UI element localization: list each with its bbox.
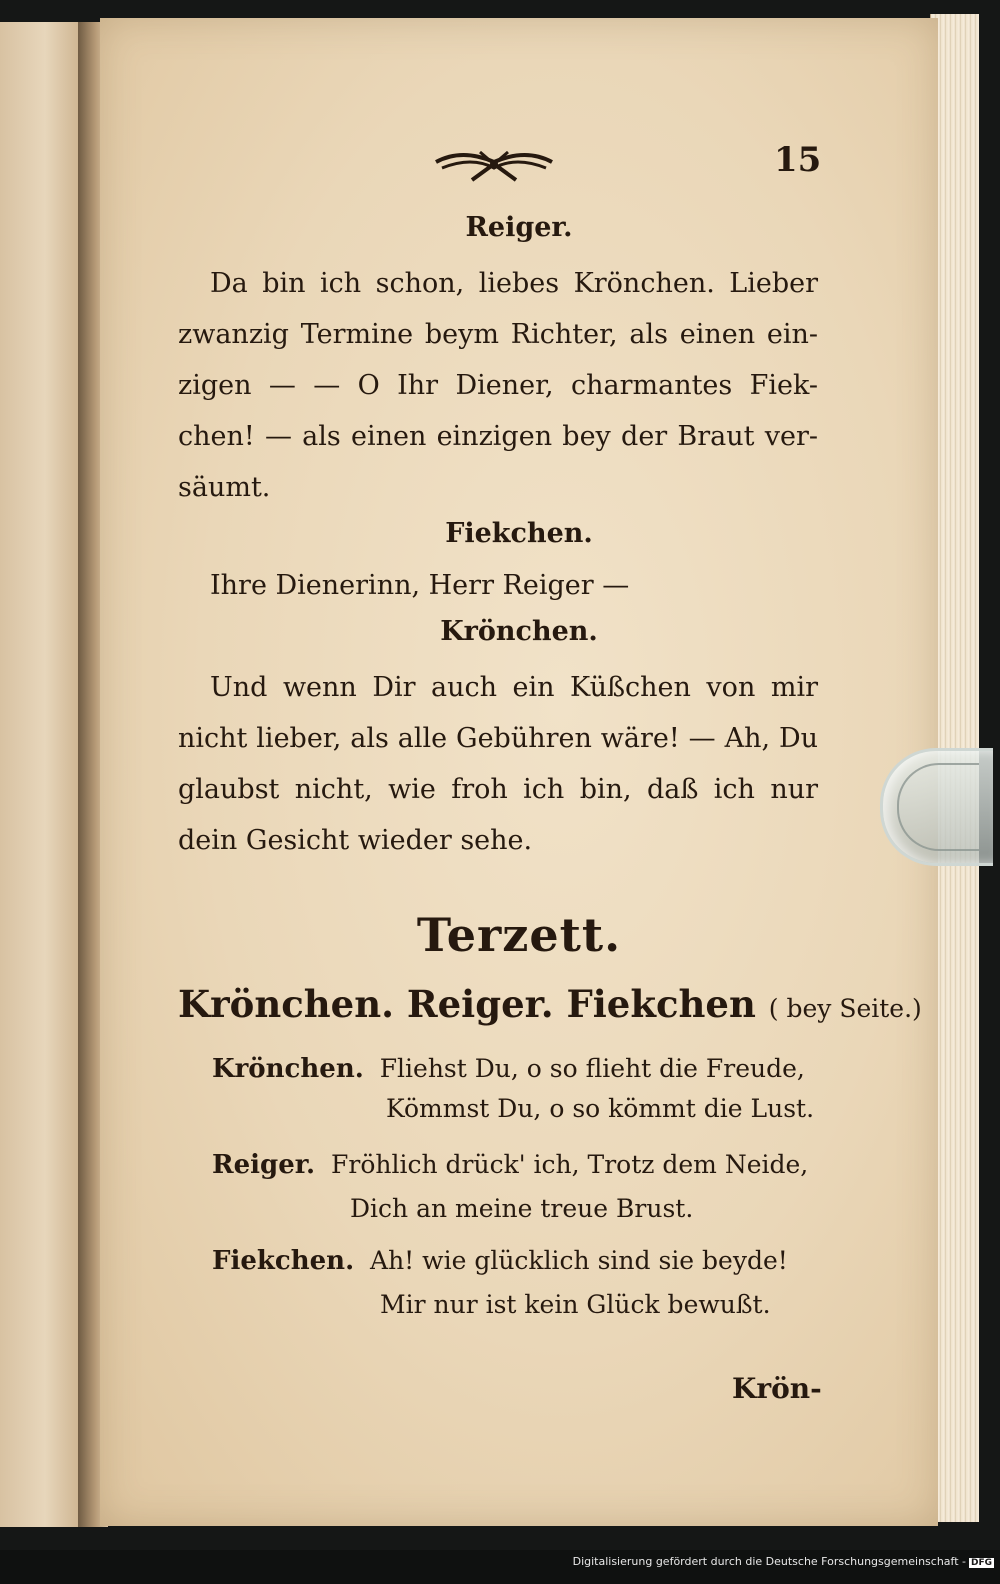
- footer-credit: [573, 1555, 994, 1568]
- cast-names: Krönchen. Reiger. Fiekchen: [178, 982, 756, 1026]
- section-heading: Terzett.: [416, 908, 622, 962]
- page-number: 15: [774, 140, 822, 180]
- speaker-kroenchen: Krönchen.: [440, 616, 598, 647]
- page-clip: [880, 748, 993, 866]
- verse-text: Ah! wie glücklich sind sie beyde!: [370, 1246, 788, 1275]
- verse-speaker: Krönchen.: [212, 1054, 364, 1084]
- verse-line: [212, 1054, 805, 1084]
- cast-list: [178, 982, 922, 1026]
- paragraph-reiger: Da bin ich schon, liebes Krönchen. Lieber zwanzig Termine beym Richter, als einen ein-zigen — — O Ihr Diener, charmantes Fiek-chen! — als einen einzigen bey der Braut ver-säumt.: [178, 268, 818, 503]
- cast-aside: ( bey Seite.): [768, 994, 922, 1023]
- speaker-fiekchen: Fiekchen.: [445, 518, 593, 549]
- verse-text: Fliehst Du, o so flieht die Freude,: [379, 1054, 805, 1083]
- verse-line: Kömmst Du, o so kömmt die Lust.: [386, 1094, 815, 1123]
- verse-line: [212, 1246, 788, 1276]
- speaker-reiger: Reiger.: [465, 212, 573, 243]
- verse-text: Fröhlich drück' ich, Trotz dem Neide,: [331, 1150, 809, 1179]
- left-page-edge: [0, 22, 84, 1527]
- catchword: Krön-: [732, 1372, 822, 1405]
- paragraph-kroenchen: Und wenn Dir auch ein Küßchen von mir nicht lieber, als alle Gebühren wäre! — Ah, Du glaubst nicht, wie froh ich bin, daß ich nur dein Gesicht wieder sehe.: [178, 672, 818, 856]
- verse-line: [212, 1150, 808, 1180]
- ornament-icon: [432, 142, 556, 188]
- verse-speaker: Fiekchen.: [212, 1246, 355, 1276]
- verse-speaker: Reiger.: [212, 1150, 316, 1180]
- footer-text: Digitalisierung gefördert durch die Deutsche Forschungsgemeinschaft -: [572, 1555, 966, 1568]
- dfg-logo-icon: DFG: [970, 1558, 992, 1568]
- paragraph-fiekchen: Ihre Dienerinn, Herr Reiger —: [210, 570, 630, 601]
- verse-line: Mir nur ist kein Glück bewußt.: [380, 1290, 771, 1319]
- verse-line: Dich an meine treue Brust.: [350, 1194, 694, 1223]
